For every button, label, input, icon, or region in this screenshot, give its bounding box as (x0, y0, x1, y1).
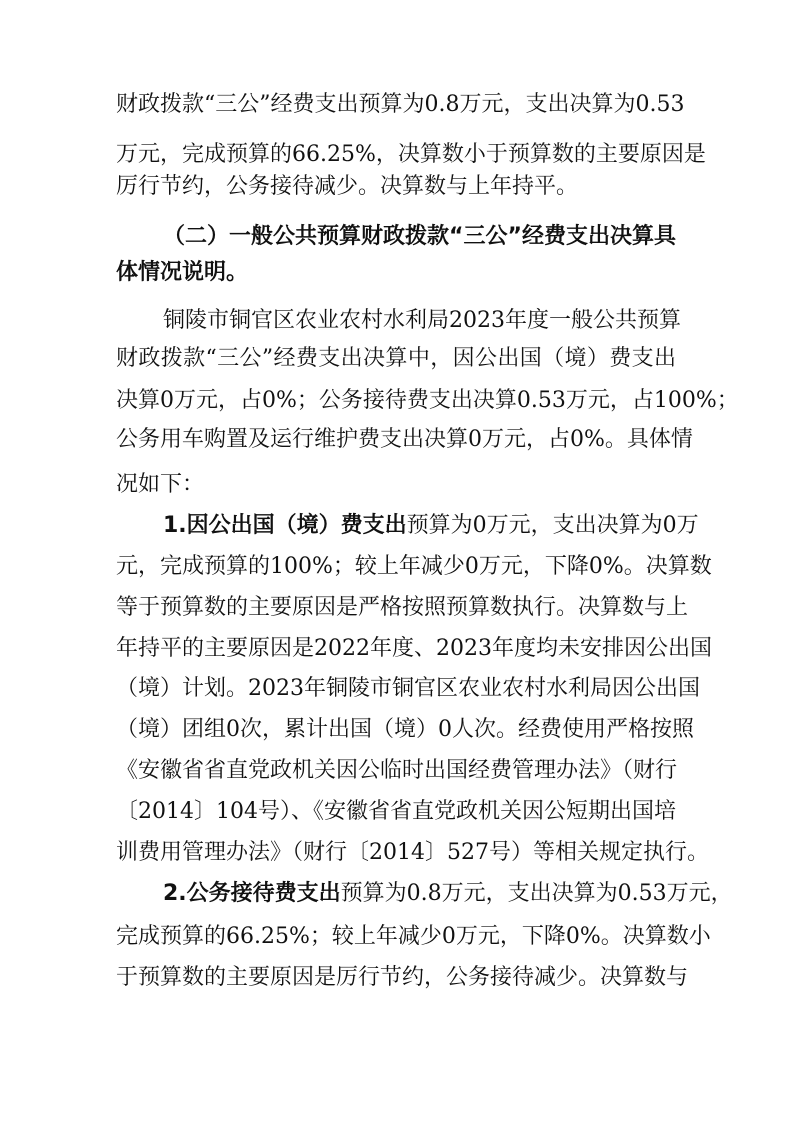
text-line: 况如下： (116, 472, 205, 497)
text-line: 《安徽省省直党政机关因公临时出国经费管理办法》（财行 (116, 758, 678, 783)
item-text: 预算为0.8万元，支出决算为0.53万元， (340, 881, 733, 906)
text-line: 元，完成预算的100%；较上年减少0万元，下降0%。决算数 (116, 554, 712, 579)
item-text: 预算为0万元，支出决算为0万 (406, 513, 699, 538)
text-line: 完成预算的66.25%；较上年减少0万元，下降0%。决算数小 (116, 924, 711, 949)
text-line: 公务用车购置及运行维护费支出决算0万元，占0%。具体情 (116, 427, 693, 452)
text-line: 等于预算数的主要原因是严格按照预算数执行。决算数与上 (116, 595, 689, 620)
text-line: 训费用管理办法》（财行〔2014〕527号）等相关规定执行。 (116, 840, 709, 865)
text-line: 年持平的主要原因是2022年度、2023年度均未安排因公出国 (116, 636, 712, 661)
text-line (163, 511, 699, 541)
text-line: 决算0万元，占0%；公务接待费支出决算0.53万元，占100%； (116, 388, 739, 413)
section-heading: 体情况说明。 (116, 260, 249, 285)
item-heading: 1.因公出国（境）费支出 (163, 513, 407, 538)
text-line: （境）团组0次，累计出国（境）0人次。经费使用严格按照 (116, 717, 694, 742)
text-line: 于预算数的主要原因是厉行节约，公务接待减少。决算数与 (116, 965, 689, 990)
text-line: 财政拨款“三公”经费支出预算为0.8万元，支出决算为0.53 (116, 92, 685, 117)
text-line: 铜陵市铜官区农业农村水利局2023年度一般公共预算 (163, 308, 681, 333)
text-line: 财政拨款“三公”经费支出决算中，因公出国（境）费支出 (116, 346, 676, 371)
text-line: 万元，完成预算的66.25%，决算数小于预算数的主要原因是 (116, 142, 706, 167)
text-line: （境）计划。2023年铜陵市铜官区农业农村水利局因公出国 (116, 676, 700, 701)
item-heading: 2.公务接待费支出 (163, 881, 341, 906)
text-line: 〔2014〕104号）、《安徽省省直党政机关因公短期出国培 (116, 799, 676, 824)
section-heading: （二）一般公共预算财政拨款“三公”经费支出决算具 (163, 224, 676, 249)
text-line (163, 879, 733, 909)
text-line: 厉行节约，公务接待减少。决算数与上年持平。 (116, 174, 579, 199)
